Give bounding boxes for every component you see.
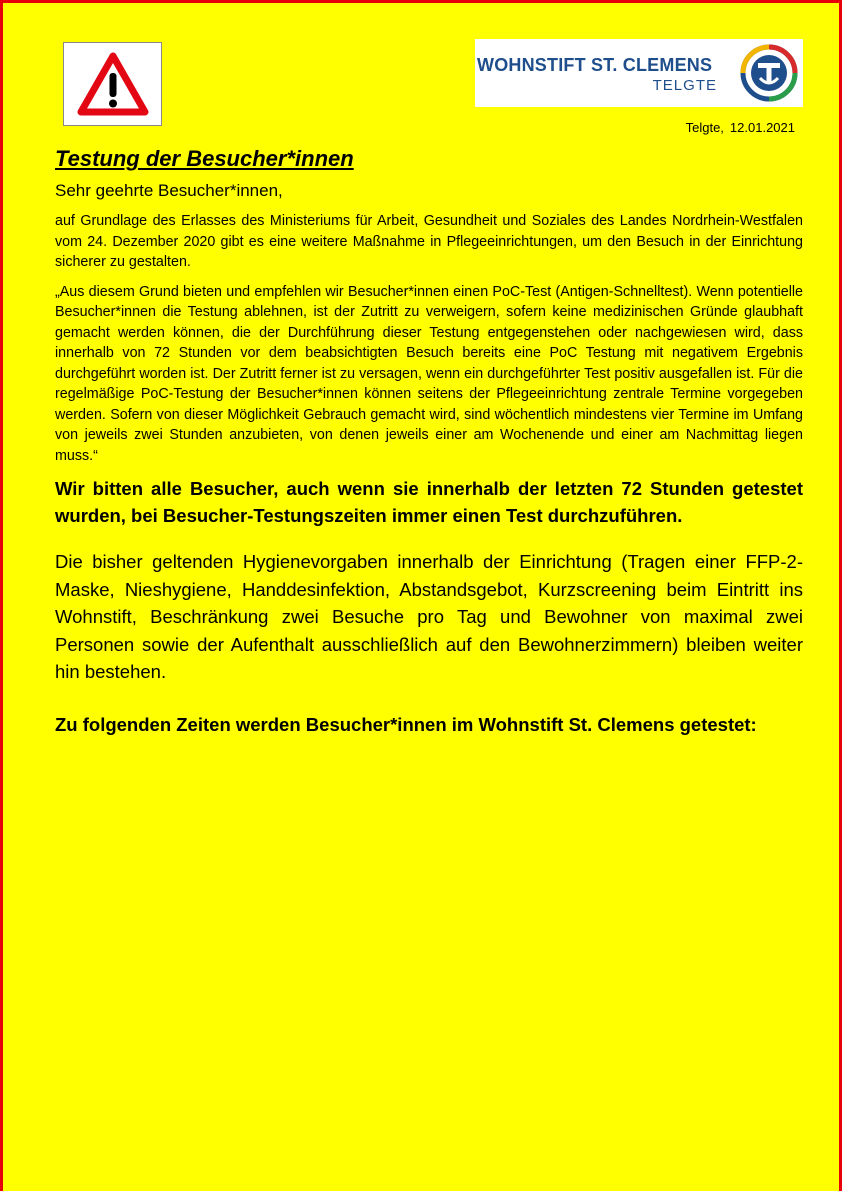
- wohnstift-logo: [475, 39, 803, 107]
- regulation-quote: „Aus diesem Grund bieten und empfehlen wir Besucher*innen einen PoC-Test (Antigen-Schnelltest). Wenn potentielle Besucher*innen die Testung ablehnen, ist der Zutritt zu verweigern, sofern keine medizinischen Gründe glaubhaft gemacht werden können, die der Durchführung dieser Testung entgegenstehen oder nachgewiesen wird, dass innerhalb von 72 Stunden vor dem beabsichtigten Besuch bereits eine PoC Testung mit negativem Ergebnis durchgeführt worden ist. Der Zutritt ferner ist zu versagen, wenn ein durchgeführter Test positiv ausgefallen ist. Für die regelmäßige PoC-Testung der Besucher*innen können seitens der Pflegeeinrichtung zentrale Termine vorgegeben werden. Sofern von dieser Möglichkeit Gebrauch gemacht wird, sind wöchentlich mindestens vier Termine im Umfang von jeweils zwei Stunden anzubieten, von denen jeweils einer am Wochenende und einer am Nachmittag liegen muss.“: [55, 283, 803, 464]
- hygiene-paragraph: Die bisher geltenden Hygienevorgaben innerhalb der Einrichtung (Tragen einer FFP-2-Maske, Nieshygiene, Handdesinfektion, Abstandsgebot, Kurzscreening beim Eintritt ins Wohnstift, Beschränkung zwei Besuche pro Tag und Bewohner von maximal zwei Personen sowie der Aufenthalt ausschließlich auf den Bewohnerzimmern) bleiben weiter hin bestehen.: [55, 551, 803, 682]
- warning-sign: [63, 42, 162, 126]
- logo-subtitle: TELGTE: [652, 77, 717, 94]
- warning-triangle-icon: [77, 51, 149, 117]
- place-and-date: [686, 120, 795, 135]
- page-title: Testung der Besucher*innen: [55, 146, 354, 171]
- date: 12.01.2021: [729, 120, 795, 135]
- intro-paragraph: auf Grundlage des Erlasses des Ministeriums für Arbeit, Gesundheit und Soziales des Landes Nordrhein-Westfalen vom 24. Dezember 2020 gibt es eine weitere Maßnahme in Pflegeeinrichtungen, um den Besuch in der Einrichtung sicherer zu gestalten.: [55, 213, 803, 270]
- testing-times-heading: Zu folgenden Zeiten werden Besucher*innen im Wohnstift St. Clemens getestet:: [55, 713, 757, 735]
- clemens-logo-icon: [738, 42, 800, 104]
- document-body: [55, 144, 803, 738]
- salutation: Sehr geehrte Besucher*innen,: [55, 181, 283, 200]
- testing-request: Wir bitten alle Besucher, auch wenn sie innerhalb der letzten 72 Stunden getestet wurden, bei Besucher-Testungszeiten immer einen Test durchzuführen.: [55, 478, 803, 526]
- place: Telgte,: [685, 120, 724, 135]
- logo-title: WOHNSTIFT ST. CLEMENS: [477, 55, 713, 75]
